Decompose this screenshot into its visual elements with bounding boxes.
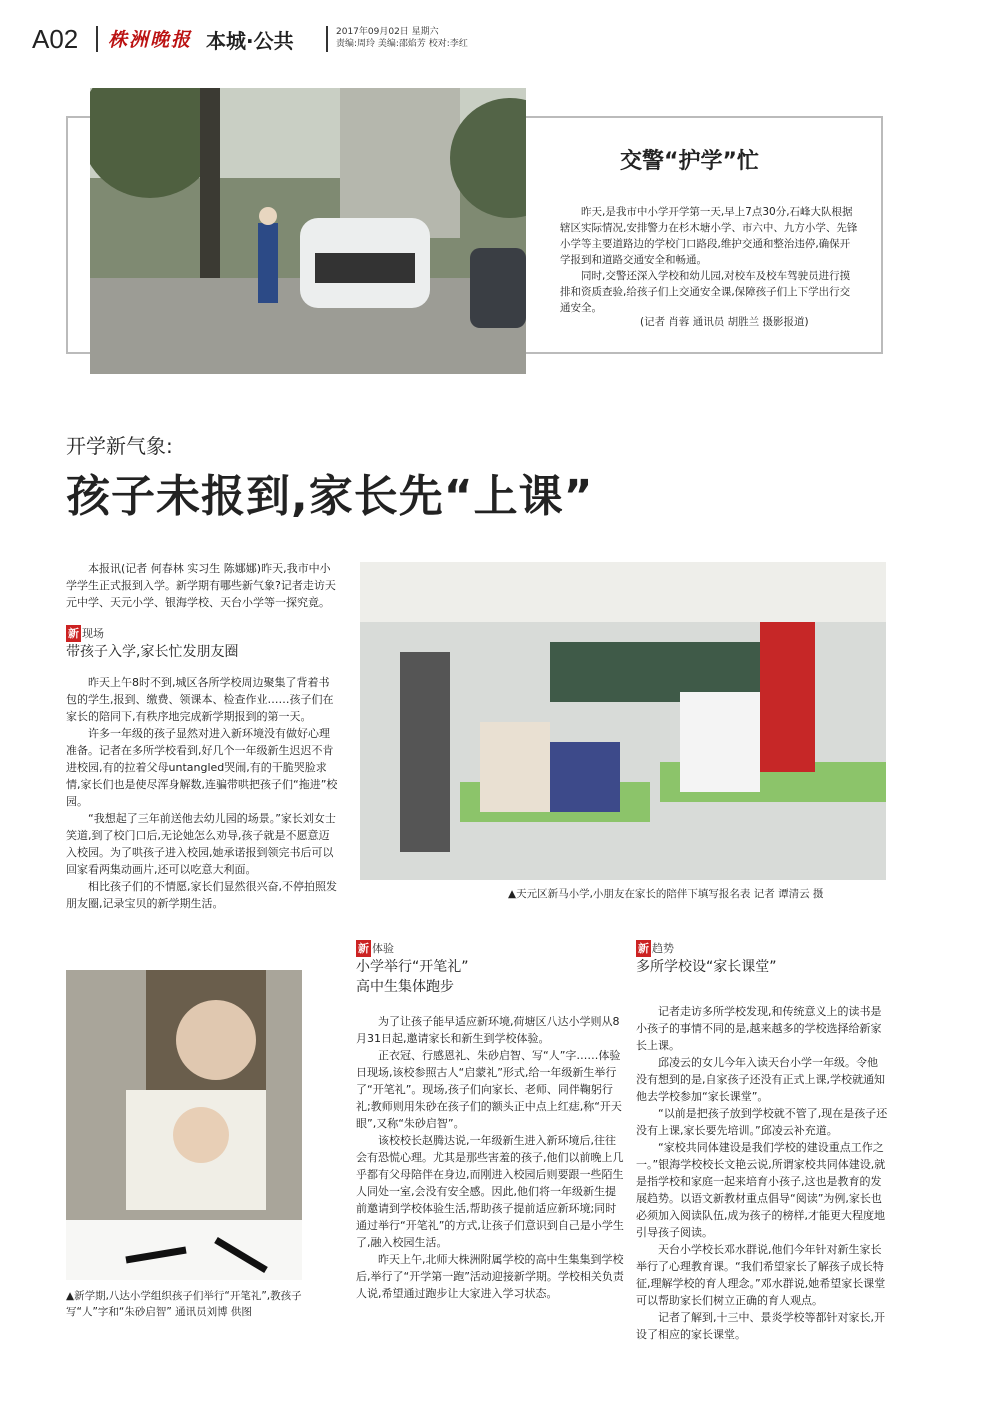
issue-meta — [336, 26, 468, 50]
header-divider — [326, 26, 328, 52]
lead-paragraph: 本报讯(记者 何春林 实习生 陈娜娜)昨天,我市中小学学生正式报到入学。新学期有哪些新气象?记者走访天元中学、天元小学、银海学校、天台小学等一探究竟。 — [66, 562, 336, 609]
column-3 — [636, 940, 888, 1343]
tag-label: 体验 — [372, 942, 394, 955]
tag-label: 趋势 — [652, 942, 674, 955]
body-paragraph: 相比孩子们的不情愿,家长们显然很兴奋,不停拍照发朋友圈,记录宝贝的新学期生活。 — [66, 880, 337, 910]
body-paragraph: 邱凌云的女儿今年入读天台小学一年级。令他没有想到的是,自家孩子还没有正式上课,学校就通知他去学校参加“家长课堂”。 — [636, 1056, 885, 1103]
traffic-police-photo — [90, 88, 526, 374]
photo-caption-classroom: ▲天元区新马小学,小朋友在家长的陪伴下填写报名表 记者 谭清云 摄 — [508, 888, 824, 900]
top-story-title: 交警“护学”忙 — [620, 149, 759, 174]
newspaper-logo: 株洲晚报 — [108, 29, 193, 51]
subheading: 带孩子入学,家长忙发朋友圈 — [66, 644, 239, 660]
body-paragraph: “以前是把孩子放到学校就不管了,现在是孩子还没有上课,家长要先培训。”邱凌云补充道。 — [636, 1107, 888, 1137]
section-tag — [636, 940, 888, 957]
calligraphy-photo — [66, 970, 302, 1280]
body-paragraph: 记者走访多所学校发现,和传统意义上的读书是小孩子的事情不同的是,越来越多的学校选择给新家长上课。 — [636, 1005, 882, 1052]
column-1 — [66, 560, 338, 912]
classroom-photo — [360, 562, 886, 880]
body-paragraph: “家校共同体建设是我们学校的建设重点工作之一。”银海学校校长文艳云说,所谓家校共同体建设,就是指学校和家庭一起来培育小孩子,这也是教育的发展趋势。以语文新教材重点倡导“阅读”为例,家长也必须加入阅读队伍,成为孩子的榜样,才能更大程度地引导孩子阅读。 — [636, 1141, 886, 1239]
issue-date: 2017年09月02日 星期六 — [336, 27, 439, 37]
body-paragraph: 昨天上午,北师大株洲附属学校的高中生集集到学校后,举行了“开学第一跑”活动迎接新学期。学校相关负责人说,希望通过跑步让大家进入学习状态。 — [356, 1253, 624, 1300]
photo-caption-calligraphy: ▲新学期,八达小学组织孩子们举行“开笔礼”,教孩子写“人”字和“朱砂启智” 通讯员刘博 供图 — [66, 1290, 302, 1318]
subheading: 多所学校设“家长课堂” — [636, 959, 777, 975]
body-paragraph: 昨天上午8时不到,城区各所学校周边聚集了背着书包的学生,报到、缴费、领课本、检查作业……孩子们在家长的陪同下,有秩序地完成新学期报到的第一天。 — [66, 676, 334, 723]
tag-new: 新 — [638, 942, 649, 955]
top-story-paragraph: 同时,交警还深入学校和幼儿园,对校车及校车驾驶员进行摸排和资质查验,给孩子们上交通安全课,保障孩子们上下学出行交通安全。 — [560, 270, 851, 314]
top-story-body — [560, 204, 860, 316]
body-paragraph: 记者了解到,十三中、景炎学校等都针对家长,开设了相应的家长课堂。 — [636, 1311, 885, 1341]
page-number: A02 — [32, 24, 79, 54]
top-story-paragraph: 昨天,是我市中小学开学第一天,早上7点30分,石峰大队根据辖区实际情况,安排警力在杉木塘小学、市六中、九方小学、先锋小学等主要道路边的学校门口路段,维护交通和整治违停,确保开学报到和道路交通安全和畅通。 — [560, 206, 858, 266]
column-2 — [356, 940, 624, 1302]
headline-kicker: 开学新气象: — [66, 434, 173, 458]
body-paragraph: 天台小学校长邓水群说,他们今年针对新生家长举行了心理教育课。“我们希望家长了解孩子成长特征,理解学校的育人理念。”邓水群说,她希望家长课堂可以帮助家长们树立正确的育人观点。 — [636, 1243, 886, 1307]
body-paragraph: 正衣冠、行感恩礼、朱砂启智、写“人”字……体验日现场,该校参照古人“启蒙礼”形式,给一年级新生举行了“开笔礼”。现场,孩子们向家长、老师、同伴鞠躬行礼;教师则用朱砂在孩子们的额头正中点上红痣,称“开天眼”,又称“朱砂启智”。 — [356, 1049, 622, 1130]
subheading: 高中生集体跑步 — [356, 979, 454, 995]
editor-line: 责编:周玲 美编:邵焰芳 校对:李红 — [336, 39, 468, 49]
tag-new: 新 — [68, 627, 79, 640]
section-tag — [66, 625, 338, 642]
body-paragraph: 该校校长赵腾达说,一年级新生进入新环境后,往往会有恐慌心理。尤其是那些害羞的孩子,他们以前晚上几乎都有父母陪伴在身边,而刚进入校园后则要跟一些陌生人同处一室,会没有安全感。因此,他们将一年级新生提前邀请到学校体验生活,帮助孩子提前适应新环境;同时通过举行“开笔礼”的方式,让孩子们意识到自己是小学生了,融入校园生活。 — [356, 1134, 624, 1249]
subheading: 小学举行“开笔礼” — [356, 959, 469, 975]
section-title: 本城·公共 — [206, 29, 294, 53]
main-headline: 孩子未报到,家长先“上课” — [66, 471, 594, 522]
top-story-credit: (记者 肖蓉 通讯员 胡胜兰 摄影报道) — [640, 316, 809, 328]
body-paragraph: 为了让孩子能早适应新环境,荷塘区八达小学则从8月31日起,邀请家长和新生到学校体验。 — [356, 1015, 620, 1045]
header-divider — [96, 26, 98, 52]
tag-new: 新 — [358, 942, 369, 955]
tag-label: 现场 — [82, 627, 104, 640]
section-tag — [356, 940, 624, 957]
body-paragraph: 许多一年级的孩子显然对进入新环境没有做好心理准备。记者在多所学校看到,好几个一年级新生迟迟不肯进校园,有的拉着父母untangled哭闹,有的干脆哭脸求情,家长们也是使尽浑身解数,连骗带哄把孩子们“拖进”校园。 — [66, 727, 338, 808]
body-paragraph: “我想起了三年前送他去幼儿园的场景。”家长刘女士笑道,到了校门口后,无论她怎么劝导,孩子就是不愿意迈入校园。为了哄孩子进入校园,她承诺报到领完书后可以回家看两集动画片,还可以吃意大利面。 — [66, 812, 336, 876]
